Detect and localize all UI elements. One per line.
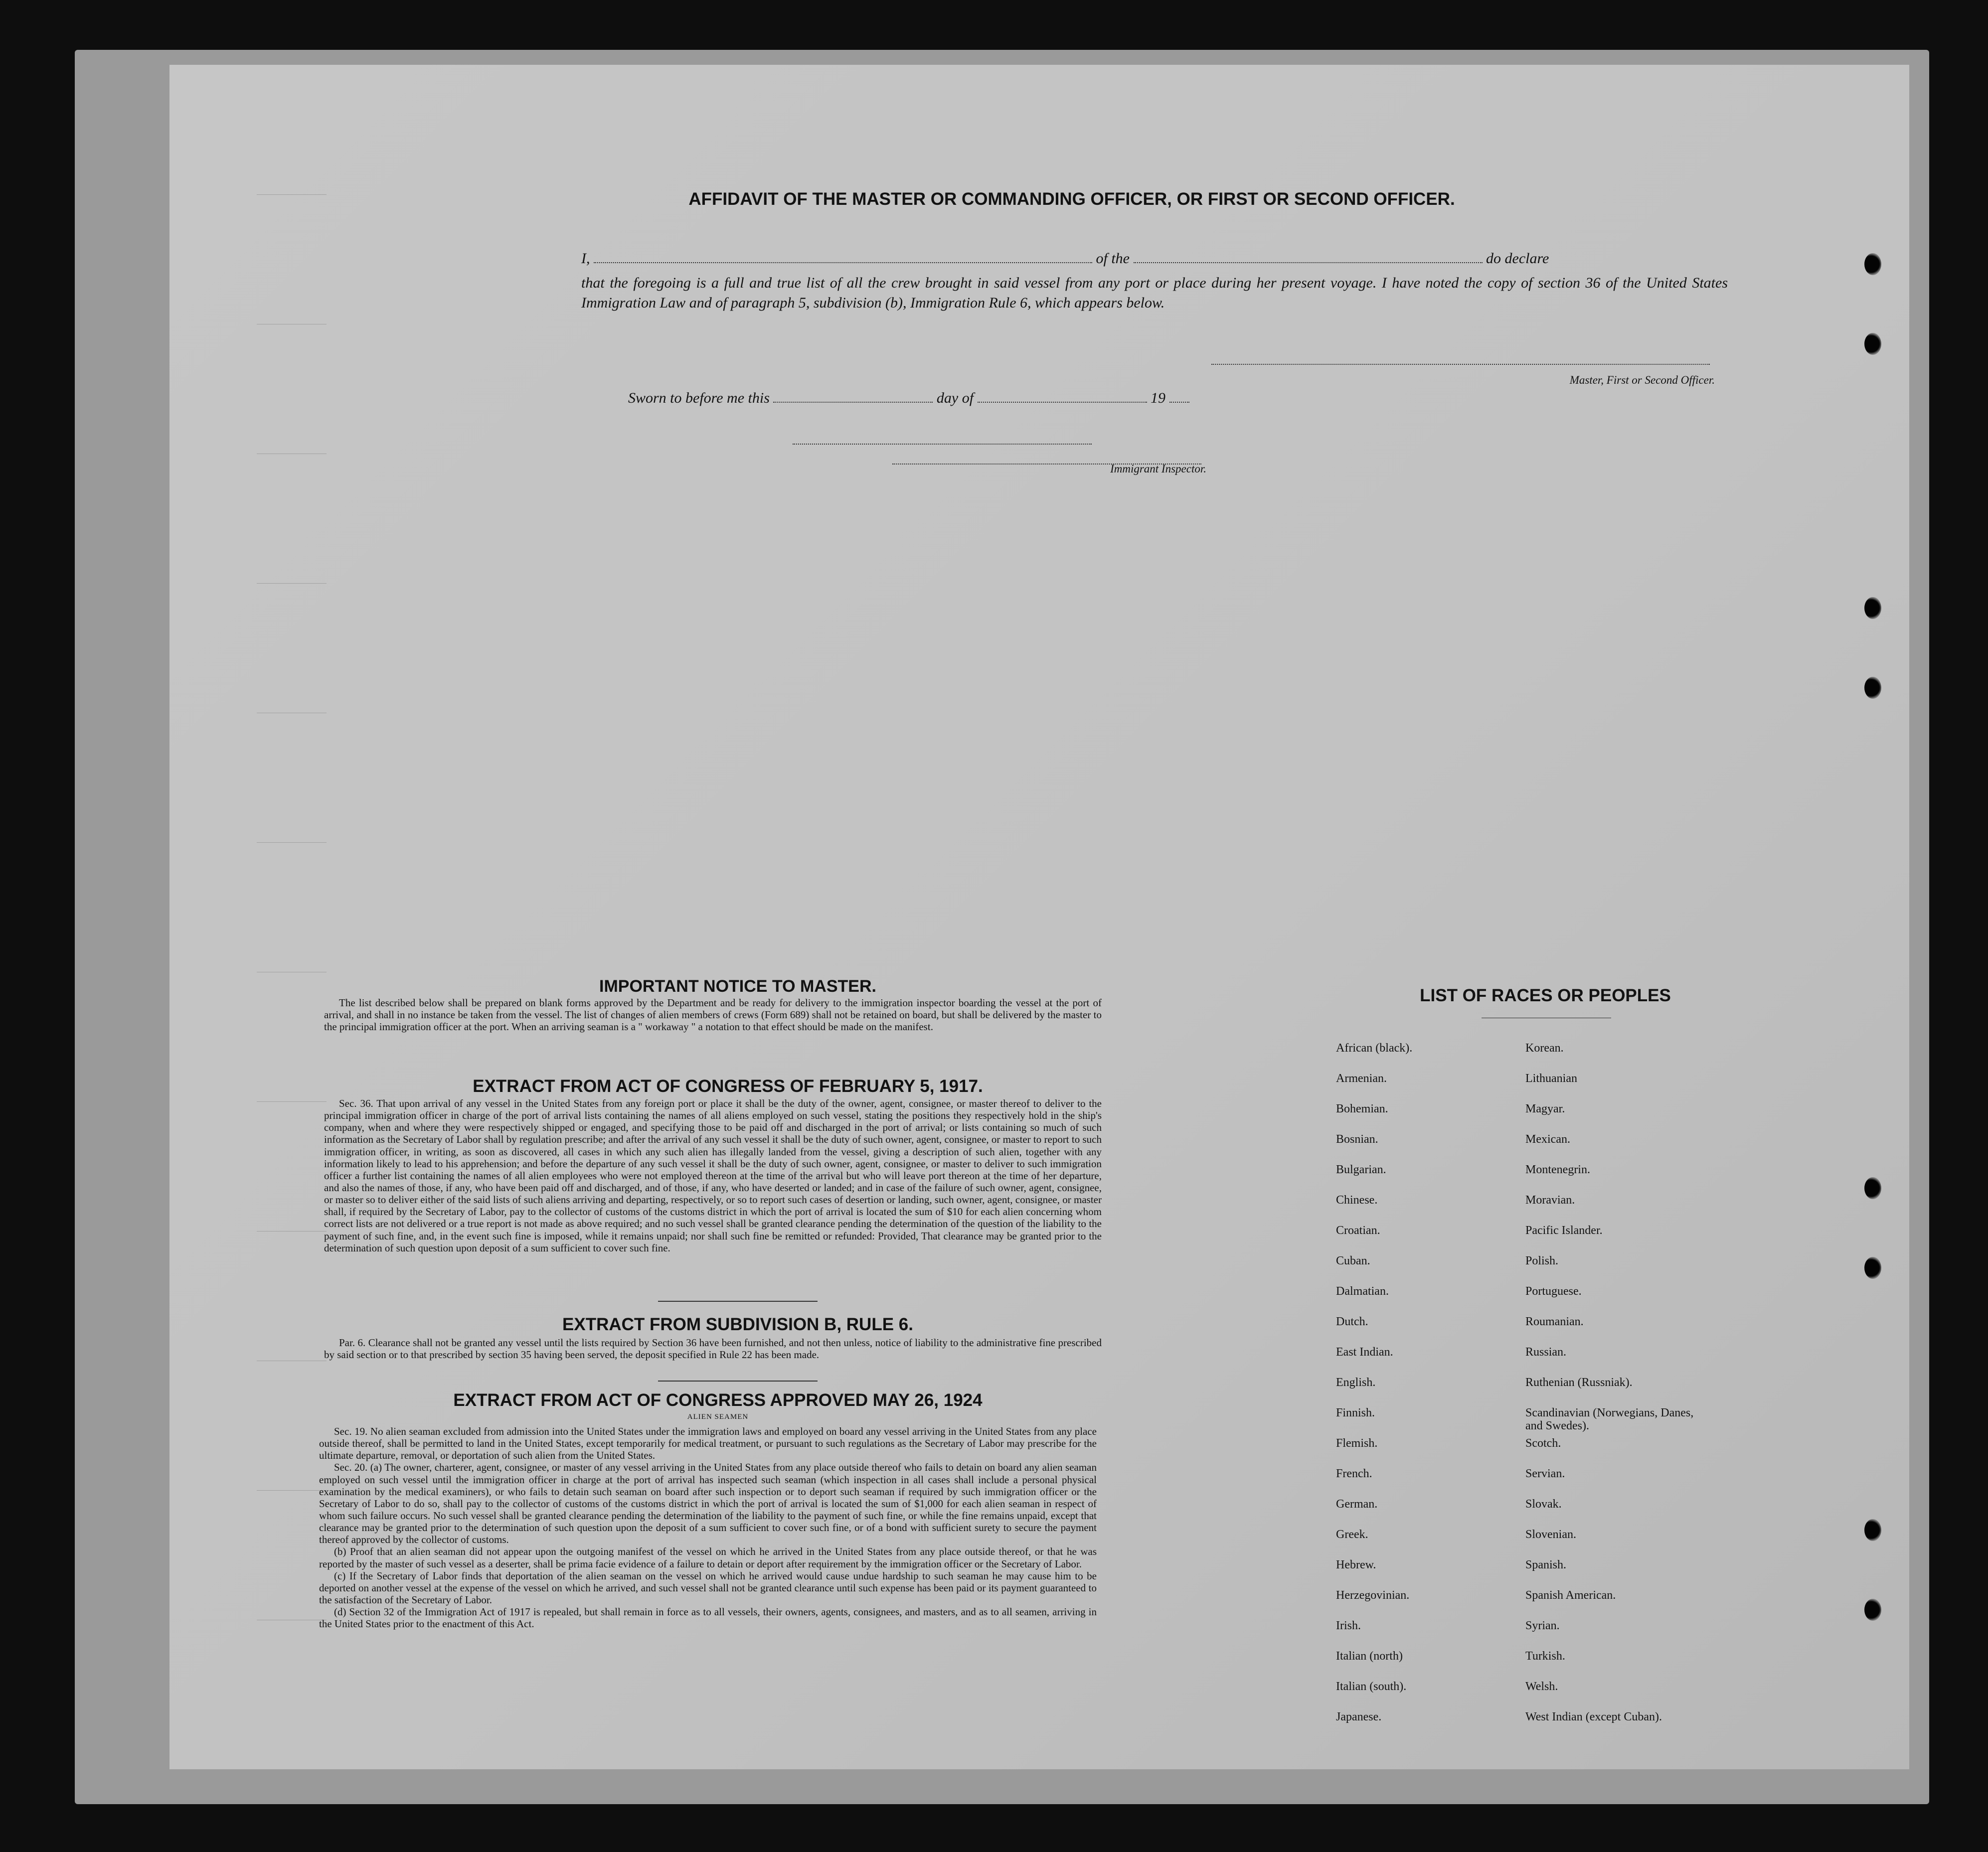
sworn-day-field[interactable] — [773, 402, 933, 403]
punch-hole — [1864, 1257, 1881, 1279]
race-item: Syrian. — [1525, 1619, 1560, 1632]
affidavit-i-label: I, — [581, 250, 590, 267]
sworn-month-field[interactable] — [978, 402, 1147, 403]
day-of-label: day of — [936, 390, 974, 406]
notice-title: IMPORTANT NOTICE TO MASTER. — [599, 977, 876, 996]
race-item: Scotch. — [1525, 1437, 1561, 1450]
vessel-name-field[interactable] — [1134, 262, 1483, 263]
race-item: German. — [1336, 1498, 1378, 1511]
race-item: Spanish. — [1525, 1558, 1567, 1571]
affidavit-i-line — [581, 250, 1728, 267]
race-item: Russian. — [1525, 1346, 1567, 1359]
year-prefix: 19 — [1151, 390, 1166, 406]
extract-1924-text — [319, 1425, 1097, 1630]
race-item: Bulgarian. — [1336, 1163, 1386, 1176]
extract-1924-paragraph: (c) If the Secretary of Labor finds that deportation of the alien seaman on the vessel on which he arrived would cause undue hardship to such seaman he may cause him to be deported on another vessel at the expense of the vessel on which he arrived, and such vessel shall not be granted clearance until such expense has been paid or its payment guaranteed to the satisfaction of the Secretary of Labor. — [319, 1569, 1097, 1606]
race-item: Flemish. — [1336, 1437, 1378, 1450]
affidavit-title: AFFIDAVIT OF THE MASTER OR COMMANDING OFFICER, OR FIRST OR SECOND OFFICER. — [688, 189, 1455, 209]
extract-1917-paragraph: Sec. 36. That upon arrival of any vessel in the United States from any foreign port or place it shall be the duty of the owner, agent, consignee, or master thereof to deliver to the principal immigration officer in charge of the port of arrival lists containing the names of all aliens employed on such vessel, stating the positions they respectively hold in the ship's company, when and where they were respectively shipped or engaged, and specifying those to be paid off and discharged in the port of arrival; or lists containing so much of such information as the Secretary of Labor shall by regulation prescribe; and after the arrival of any such vessel it shall be the duty of such owner, agent, consignee, or master to report to such immigration officer, in writing, as soon as discovered, all cases in which any such alien has illegally landed from the vessel, giving a description of such alien, together with any information likely to lead to his apprehension; and before the departure of any such vessel it shall be the duty of such owner, agent, consignee, or master to deliver to such immigration officer a further list containing the names of all alien employees who were not employed thereon at the time of the arrival but who will leave port thereon at the time of her departure, and also the names of those, if any, who have been paid off and discharged, and of those, if any, who have deserted or landed; and in case of the failure of such owner, agent, consignee, or master so to deliver either of the said lists of such aliens arriving and departing, respectively, or so to report such cases of desertion or landing, such owner, agent, consignee, or master shall, if required by the Secretary of Labor, pay to the collector of customs of the customs district in which the port of arrival is located the sum of $10 for each alien concerning whom correct lists are not delivered or a true report is not made as above required; and no such vessel shall be granted clearance pending the determination of the question of the liability to the payment of such fine, and, in the event such fine is imposed, while it remains unpaid; nor shall such fine be remitted or refunded: Provided, That clearance may be granted prior to the determination of such question upon deposit of a sum sufficient to cover such fine. — [324, 1097, 1102, 1254]
race-item: Italian (south). — [1336, 1680, 1407, 1693]
punch-hole — [1864, 1177, 1881, 1199]
race-item: Armenian. — [1336, 1072, 1387, 1085]
notice-text — [324, 997, 1102, 1033]
race-item: Polish. — [1525, 1254, 1559, 1267]
race-item: Magyar. — [1525, 1102, 1565, 1115]
race-item: Roumanian. — [1525, 1315, 1584, 1328]
punch-hole — [1864, 597, 1881, 619]
affidavit-of-the: of the — [1096, 250, 1130, 267]
manifest-page — [169, 65, 1909, 1769]
extract-rule6-title: EXTRACT FROM SUBDIVISION B, RULE 6. — [562, 1315, 913, 1334]
affidavit-statement: that the foregoing is a full and true list of all the crew brought in said vessel from any port or place during her present voyage. I have noted the copy of section 36 of the United States Immigration Law and of paragraph 5, subdivision (b), Immigration Rule 6, which appears below. — [581, 275, 1728, 311]
race-item: Chinese. — [1336, 1194, 1378, 1207]
race-item: Japanese. — [1336, 1710, 1382, 1723]
race-item: Lithuanian — [1525, 1072, 1577, 1085]
extract-1917-title: EXTRACT FROM ACT OF CONGRESS OF FEBRUARY 5, 1917. — [473, 1077, 983, 1096]
affidavit-do-declare: do declare — [1486, 250, 1549, 267]
race-item: Slovak. — [1525, 1498, 1562, 1511]
extract-1924-paragraph: Sec. 19. No alien seaman excluded from admission into the United States under the immigration laws and employed on board any vessel arriving in the United States from any place outside thereof, shall be permitted to land in the United States, except temporarily for medical treatment, or pursuant to such regulations as the Secretary of Labor may prescribe for the ultimate departure, removal, or deportation of such alien from the United States. — [319, 1425, 1097, 1462]
sworn-label: Sworn to before me this — [628, 390, 770, 406]
notice-paragraph: The list described below shall be prepared on blank forms approved by the Department and be ready for delivery to the immigration inspector boarding the vessel at the port of arrival, and shall in no instance be taken from the vessel. The list of changes of alien members of crews (Form 689) shall not be retained on board, but shall be delivered by the master to the principal immigration officer at the port. When an arriving seaman is a " workaway " a notation to that effect should be made on the manifest. — [324, 997, 1102, 1033]
master-name-field[interactable] — [594, 262, 1092, 263]
race-item: French. — [1336, 1467, 1372, 1480]
race-item: Irish. — [1336, 1619, 1361, 1632]
race-item: Bosnian. — [1336, 1133, 1378, 1146]
race-item: Spanish American. — [1525, 1589, 1616, 1602]
races-right-column — [1525, 1042, 1745, 1741]
divider-rule — [658, 1381, 818, 1382]
extract-1924-paragraph: (b) Proof that an alien seaman did not appear upon the outgoing manifest of the vessel on which he arrived in the United States from any place outside thereof, or that he was reported by the master of such vessel as a deserter, shall be prima facie evidence of a failure to detain or deport after requirement by the immigration officer or the Secretary of Labor. — [319, 1545, 1097, 1570]
race-item: Slovenian. — [1525, 1528, 1576, 1541]
race-item: Italian (north) — [1336, 1650, 1403, 1663]
extract-1924-subtitle: ALIEN SEAMEN — [687, 1413, 749, 1421]
extract-1924-title: EXTRACT FROM ACT OF CONGRESS APPROVED MAY 26, 1924 — [453, 1390, 983, 1410]
race-item: Finnish. — [1336, 1406, 1375, 1419]
races-left-column — [1336, 1042, 1525, 1741]
race-item: Ruthenian (Russniak). — [1525, 1376, 1633, 1389]
race-item: Scandinavian (Norwegians, Danes, and Swedes). — [1525, 1406, 1694, 1432]
race-item: English. — [1336, 1376, 1376, 1389]
extract-rule6-paragraph: Par. 6. Clearance shall not be granted any vessel until the lists required by Section 36 have been furnished, and not then unless, notice of liability to the administrative fine prescribed by said section or to that prescribed by section 35 having been served, the deposit specified in Rule 22 has been made. — [324, 1337, 1102, 1361]
race-item: West Indian (except Cuban). — [1525, 1710, 1662, 1723]
race-item: Montenegrin. — [1525, 1163, 1590, 1176]
race-item: Croatian. — [1336, 1224, 1380, 1237]
inspector-caption: Immigrant Inspector. — [1110, 463, 1206, 475]
race-item: Bohemian. — [1336, 1102, 1388, 1115]
punch-hole — [1864, 333, 1881, 355]
inspector-signature-line[interactable] — [793, 444, 1092, 445]
race-item: African (black). — [1336, 1042, 1413, 1055]
race-item: East Indian. — [1336, 1346, 1393, 1359]
race-item: Herzegovinian. — [1336, 1589, 1410, 1602]
race-item: Hebrew. — [1336, 1558, 1376, 1571]
race-item: Turkish. — [1525, 1650, 1565, 1663]
race-item: Moravian. — [1525, 1194, 1575, 1207]
master-signature-line[interactable] — [1211, 364, 1710, 365]
divider-rule — [658, 1301, 818, 1302]
race-item: Cuban. — [1336, 1254, 1370, 1267]
punch-hole — [1864, 677, 1881, 699]
races-title: LIST OF RACES OR PEOPLES — [1420, 986, 1671, 1005]
master-caption: Master, First or Second Officer. — [1569, 374, 1715, 386]
extract-1924-paragraph: Sec. 20. (a) The owner, charterer, agent, consignee, or master of any vessel arriving in the United States from any place outside thereof who fails to detain on board any alien seaman employed on such vessel until the immigration officer in charge at the port of arrival has inspected such seaman (which inspection in all cases shall include a personal physical examination by the medical examiners), or who fails to detain such seaman on board after such inspection or to deport such seaman if required by such immigration officer or the Secretary of Labor to do so, shall pay to the collector of customs of the customs district in which the port of arrival is located the sum of $1,000 for each alien seaman in respect of whom such failure occurs. No such vessel shall be granted clearance pending the determination of the liability to the payment of such fine, or while the fine remains unpaid, except that clearance may be granted prior to the determination of such question upon the deposit of a sum sufficient to cover such fine, or of a bond with sufficient surety to secure the payment thereof approved by the collector of customs. — [319, 1461, 1097, 1546]
race-item: Portuguese. — [1525, 1285, 1582, 1298]
race-item: Pacific Islander. — [1525, 1224, 1603, 1237]
race-item: Greek. — [1336, 1528, 1368, 1541]
race-item: Mexican. — [1525, 1133, 1570, 1146]
race-item: Dutch. — [1336, 1315, 1368, 1328]
race-item: Korean. — [1525, 1042, 1564, 1055]
extract-1917-text — [324, 1097, 1102, 1254]
punch-hole — [1864, 253, 1881, 275]
extract-rule6-text — [324, 1337, 1102, 1361]
race-item: Servian. — [1525, 1467, 1565, 1480]
race-item: Dalmatian. — [1336, 1285, 1389, 1298]
race-item: Welsh. — [1525, 1680, 1558, 1693]
punch-hole — [1864, 1519, 1881, 1541]
punch-hole — [1864, 1599, 1881, 1621]
sworn-year-field[interactable] — [1169, 402, 1189, 403]
sworn-line — [628, 390, 1376, 407]
extract-1924-paragraph: (d) Section 32 of the Immigration Act of 1917 is repealed, but shall remain in force as to all vessels, their owners, agents, consignees, and masters, and as to all seamen, arriving in the United States prior to the enactment of this Act. — [319, 1606, 1097, 1630]
